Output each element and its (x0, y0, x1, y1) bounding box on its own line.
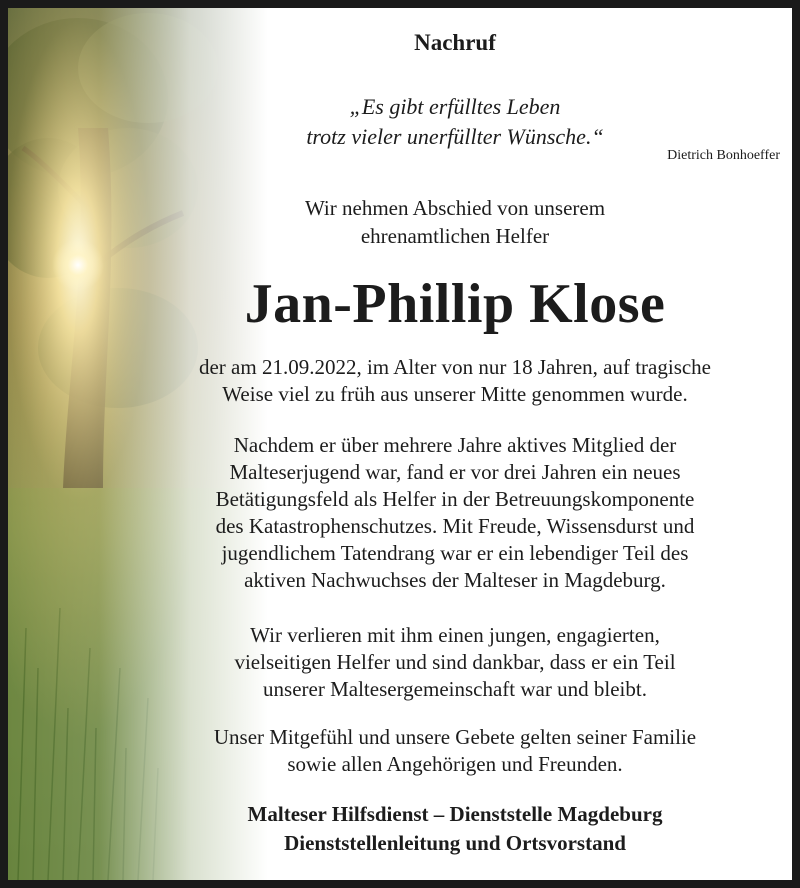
quote-line: „Es gibt erfülltes Leben (349, 94, 561, 119)
paragraph-line: sowie allen Angehörigen und Freunden. (287, 752, 623, 776)
paragraph-line: unserer Maltesergemeinschaft war und bleibt. (263, 677, 647, 701)
paragraph-line: der am 21.09.2022, im Alter von nur 18 Jahren, auf tragische (198, 355, 712, 379)
paragraph-line: Weise viel zu früh aus unserer Mitte genommen wurde. (222, 382, 688, 406)
paragraph-tribute (118, 622, 792, 703)
paragraph-line: Wir verlieren mit ihm einen jungen, engagierten, (250, 623, 660, 647)
quote-line: trotz vieler unerfüllter Wünsche.“ (306, 124, 604, 149)
paragraph-condolences (118, 724, 792, 778)
signature-board: Dienststellenleitung und Ortsvorstand (284, 831, 626, 855)
farewell-intro (118, 194, 792, 250)
deceased-name: Jan-Phillip Klose (244, 273, 666, 335)
notice-heading: Nachruf (414, 30, 496, 55)
paragraph-line: Betätigungsfeld als Helfer in der Betreuungskomponente (215, 487, 695, 511)
paragraph-line: jugendlichem Tatendrang war er ein lebendiger Teil des (221, 541, 689, 565)
paragraph-line: des Katastrophenschutzes. Mit Freude, Wissensdurst und (215, 514, 695, 538)
farewell-line: ehrenamtlichen Helfer (360, 224, 550, 248)
quote (118, 92, 792, 152)
paragraph-line: vielseitigen Helfer und sind dankbar, dass er ein Teil (234, 650, 676, 674)
paragraph-line: Malteserjugend war, fand er vor drei Jahren ein neues (229, 460, 681, 484)
farewell-line: Wir nehmen Abschied von unserem (304, 196, 606, 220)
signature (118, 800, 792, 858)
paragraph-line: Unser Mitgefühl und unsere Gebete gelten seiner Familie (213, 725, 697, 749)
quote-author: Dietrich Bonhoeffer (667, 148, 780, 163)
notice-text (118, 8, 792, 880)
paragraph-line: aktiven Nachwuchses der Malteser in Magdeburg. (244, 568, 666, 592)
paragraph-biography (118, 432, 792, 594)
signature-organization: Malteser Hilfsdienst – Dienststelle Magdeburg (247, 802, 663, 826)
paragraph-death-details (118, 354, 792, 408)
paragraph-line: Nachdem er über mehrere Jahre aktives Mitglied der (233, 433, 677, 457)
